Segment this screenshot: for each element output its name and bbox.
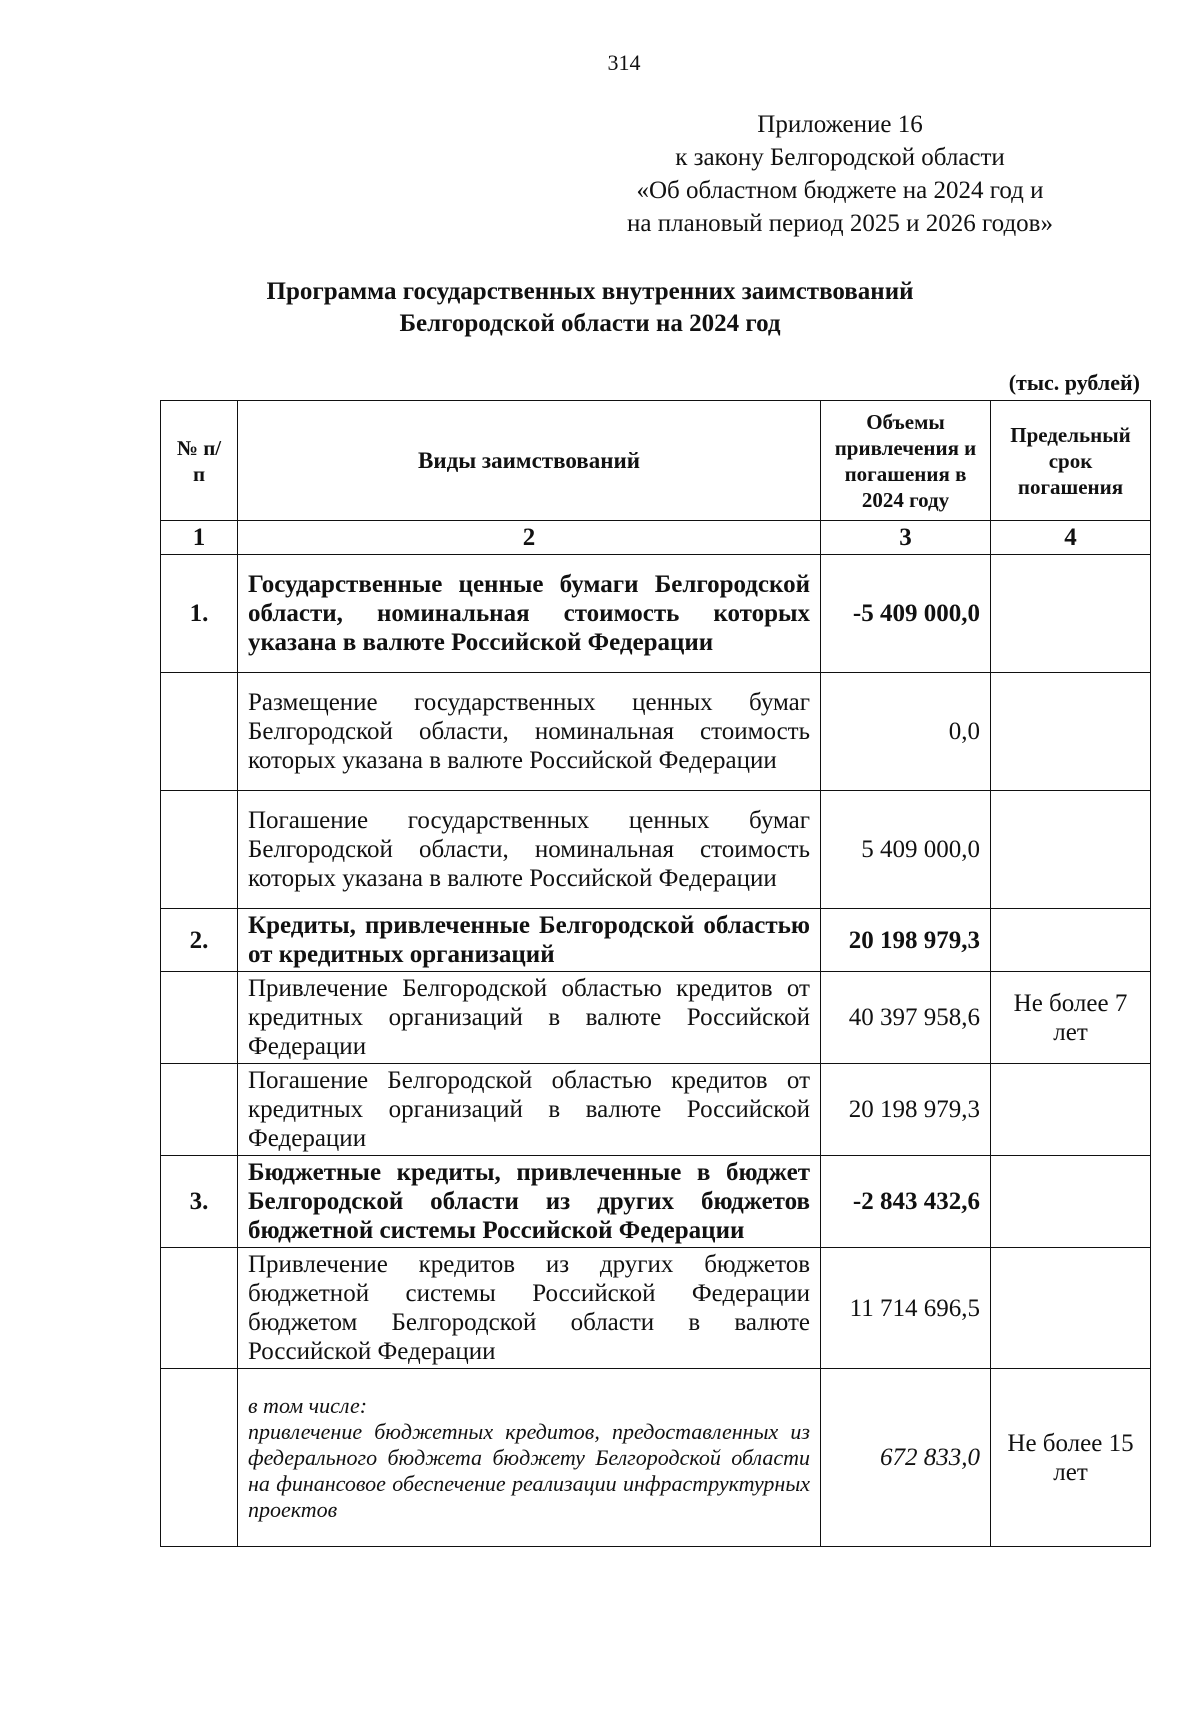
borrowing-type: Погашение государственных ценных бумаг Белгородской области, номинальная стоимость которых указана в валюте Российской Федерации (238, 791, 821, 909)
appendix-line: Приложение 16 (757, 111, 923, 138)
table-row (161, 1064, 1151, 1156)
borrowing-amount: 5 409 000,0 (821, 791, 991, 909)
table-row (161, 1156, 1151, 1248)
borrowing-amount: 0,0 (821, 673, 991, 791)
header-type: Виды заимствований (238, 401, 821, 521)
repayment-term: Не более 15 лет (991, 1369, 1151, 1547)
units-label: (тыс. рублей) (1008, 370, 1140, 395)
table-row (161, 972, 1151, 1064)
borrowing-type: Государственные ценные бумаги Белгородской области, номинальная стоимость которых указана в валюте Российской Федерации (238, 555, 821, 673)
table-row (161, 1369, 1151, 1547)
row-number: 3. (161, 1156, 238, 1248)
appendix-reference (560, 108, 1120, 240)
header-num: № п/п (161, 401, 238, 521)
borrowings-table (160, 400, 1151, 1547)
repayment-term (991, 1156, 1151, 1248)
borrowing-amount: 11 714 696,5 (821, 1248, 991, 1369)
document-title (160, 276, 1020, 340)
row-number (161, 972, 238, 1064)
repayment-term: Не более 7 лет (991, 972, 1151, 1064)
appendix-line: к закону Белгородской области (675, 144, 1005, 171)
repayment-term (991, 1248, 1151, 1369)
including-label: в том числе: (248, 1392, 368, 1418)
column-index: 3 (821, 521, 991, 555)
column-index: 2 (238, 521, 821, 555)
title-line: Белгородской области на 2024 год (399, 310, 781, 337)
borrowing-amount: 672 833,0 (821, 1369, 991, 1547)
borrowing-type: Бюджетные кредиты, привлеченные в бюджет Белгородской области из других бюджетов бюджетной системы Российской Федерации (238, 1156, 821, 1248)
column-index: 4 (991, 521, 1151, 555)
appendix-line: «Об областном бюджете на 2024 год и (636, 177, 1044, 204)
page-number: 314 (607, 50, 641, 75)
repayment-term (991, 909, 1151, 972)
table-row (161, 555, 1151, 673)
row-number: 1. (161, 555, 238, 673)
row-number: 2. (161, 909, 238, 972)
borrowing-type-text: привлечение бюджетных кредитов, предоставленных из федерального бюджета бюджету Белгородской области на финансовое обеспечение реализации инфраструктурных проектов (248, 1418, 810, 1522)
row-number (161, 673, 238, 791)
table-row (161, 909, 1151, 972)
table-row (161, 673, 1151, 791)
row-number (161, 1248, 238, 1369)
table-row (161, 1248, 1151, 1369)
borrowing-amount: 20 198 979,3 (821, 909, 991, 972)
row-number (161, 791, 238, 909)
borrowing-amount: 20 198 979,3 (821, 1064, 991, 1156)
borrowing-type: Кредиты, привлеченные Белгородской областью от кредитных организаций (238, 909, 821, 972)
borrowing-type: Погашение Белгородской областью кредитов от кредитных организаций в валюте Российской Федерации (238, 1064, 821, 1156)
table-row (161, 791, 1151, 909)
repayment-term (991, 791, 1151, 909)
header-amount: Объемы привлечения и погашения в 2024 году (821, 401, 991, 521)
borrowing-amount: 40 397 958,6 (821, 972, 991, 1064)
borrowing-type (238, 1369, 821, 1547)
borrowing-amount: -5 409 000,0 (821, 555, 991, 673)
title-line: Программа государственных внутренних заимствований (266, 278, 914, 305)
borrowing-type: Привлечение кредитов из других бюджетов бюджетной системы Российской Федерации бюджетом Белгородской области в валюте Российской Федерации (238, 1248, 821, 1369)
row-number (161, 1064, 238, 1156)
column-index-row (161, 521, 1151, 555)
appendix-line: на плановый период 2025 и 2026 годов» (627, 210, 1053, 237)
header-term: Предельный срок погашения (991, 401, 1151, 521)
repayment-term (991, 555, 1151, 673)
header-row (161, 401, 1151, 521)
borrowing-type: Привлечение Белгородской областью кредитов от кредитных организаций в валюте Российской Федерации (238, 972, 821, 1064)
borrowing-amount: -2 843 432,6 (821, 1156, 991, 1248)
borrowing-type: Размещение государственных ценных бумаг Белгородской области, номинальная стоимость которых указана в валюте Российской Федерации (238, 673, 821, 791)
repayment-term (991, 1064, 1151, 1156)
column-index: 1 (161, 521, 238, 555)
row-number (161, 1369, 238, 1547)
repayment-term (991, 673, 1151, 791)
